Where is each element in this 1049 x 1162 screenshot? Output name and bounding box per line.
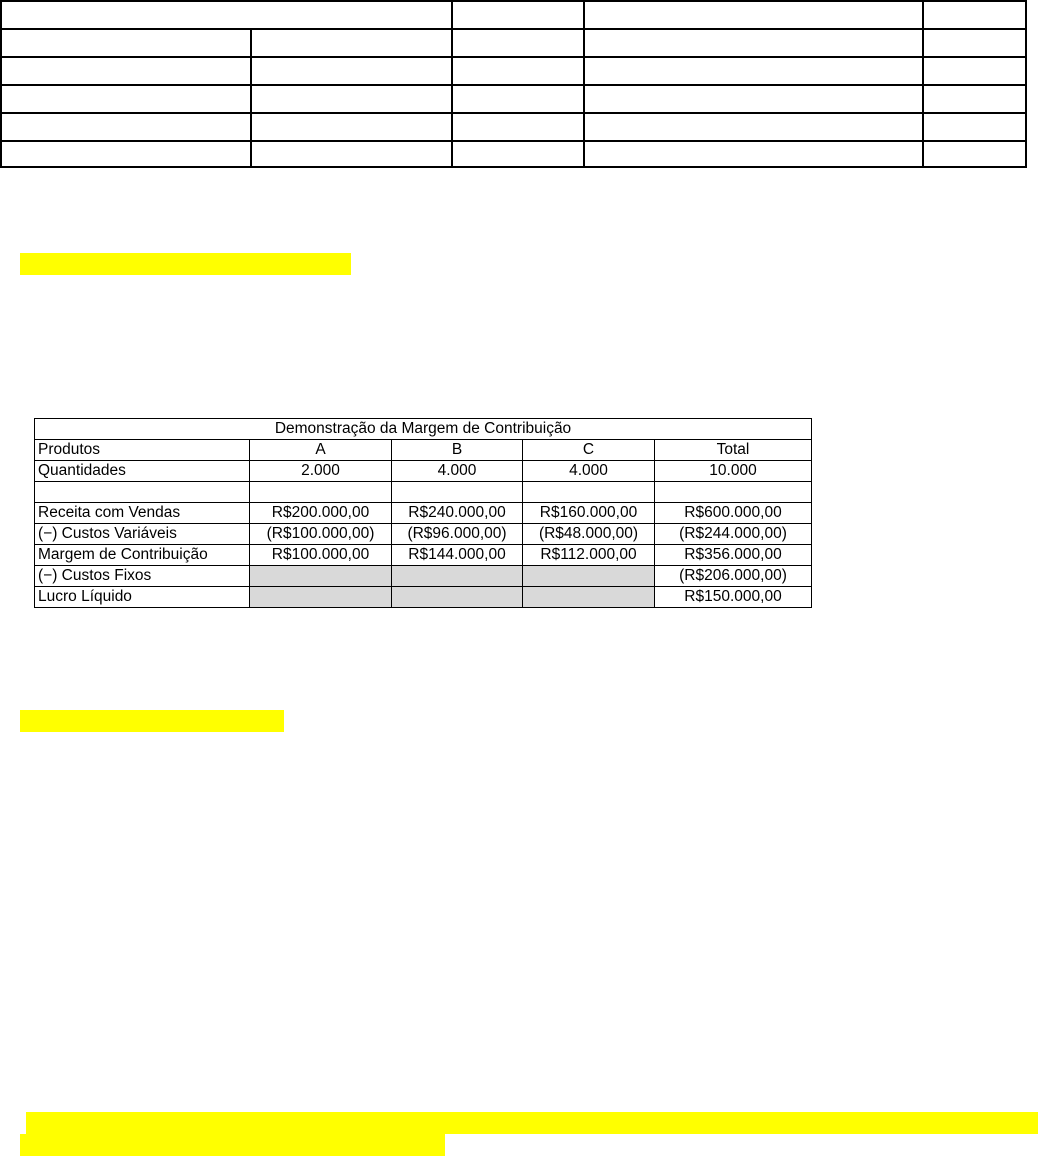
- grid-line: [0, 56, 1027, 58]
- table-row: [35, 461, 812, 482]
- cell: [35, 482, 250, 503]
- shaded-cell: [392, 566, 523, 587]
- highlight-bar: [20, 710, 284, 732]
- shaded-cell: [392, 587, 523, 608]
- grid-line: [0, 84, 1027, 86]
- shaded-cell: [523, 566, 655, 587]
- cell: 2.000: [250, 461, 392, 482]
- highlight-bar: [26, 1112, 1038, 1134]
- cell: [655, 482, 812, 503]
- row-label: Margem de Contribuição: [35, 545, 250, 566]
- cell: R$112.000,00: [523, 545, 655, 566]
- cell: R$150.000,00: [655, 587, 812, 608]
- header-cell: A: [250, 440, 392, 461]
- header-cell: B: [392, 440, 523, 461]
- grid-line: [0, 166, 1027, 168]
- cell: (R$96.000,00): [392, 524, 523, 545]
- cell: R$144.000,00: [392, 545, 523, 566]
- table-spacer-row: [35, 482, 812, 503]
- table-header-row: [35, 440, 812, 461]
- table-row: [35, 587, 812, 608]
- table-title: Demonstração da Margem de Contribuição: [35, 419, 812, 440]
- cell: R$356.000,00: [655, 545, 812, 566]
- shaded-cell: [250, 587, 392, 608]
- table-row: [35, 566, 812, 587]
- cell: [523, 482, 655, 503]
- cell: (R$100.000,00): [250, 524, 392, 545]
- grid-line: [250, 28, 252, 168]
- grid-line: [0, 0, 2, 168]
- grid-line: [1025, 0, 1027, 168]
- cell: R$600.000,00: [655, 503, 812, 524]
- cell: R$160.000,00: [523, 503, 655, 524]
- cell: 10.000: [655, 461, 812, 482]
- cell: R$200.000,00: [250, 503, 392, 524]
- grid-line: [0, 0, 1027, 2]
- grid-line: [0, 112, 1027, 114]
- header-cell: Produtos: [35, 440, 250, 461]
- grid-line: [451, 0, 453, 168]
- row-label: (−) Custos Fixos: [35, 566, 250, 587]
- row-label: Lucro Líquido: [35, 587, 250, 608]
- shaded-cell: [250, 566, 392, 587]
- highlight-bar: [20, 1134, 445, 1156]
- grid-line: [0, 140, 1027, 142]
- cell: (R$48.000,00): [523, 524, 655, 545]
- cell: (R$244.000,00): [655, 524, 812, 545]
- grid-line: [0, 28, 1027, 30]
- row-label: Receita com Vendas: [35, 503, 250, 524]
- contribution-margin-table: [34, 418, 812, 608]
- table-row: [35, 524, 812, 545]
- table-title-row: [35, 419, 812, 440]
- cell: 4.000: [392, 461, 523, 482]
- header-cell: C: [523, 440, 655, 461]
- cell: [392, 482, 523, 503]
- grid-line: [922, 0, 924, 168]
- row-label: Quantidades: [35, 461, 250, 482]
- cell: [250, 482, 392, 503]
- cell: (R$206.000,00): [655, 566, 812, 587]
- cell: 4.000: [523, 461, 655, 482]
- table-row: [35, 545, 812, 566]
- grid-line: [583, 0, 585, 168]
- cell: R$100.000,00: [250, 545, 392, 566]
- row-label: (−) Custos Variáveis: [35, 524, 250, 545]
- table-row: [35, 503, 812, 524]
- cell: R$240.000,00: [392, 503, 523, 524]
- shaded-cell: [523, 587, 655, 608]
- header-cell: Total: [655, 440, 812, 461]
- highlight-bar: [20, 253, 351, 275]
